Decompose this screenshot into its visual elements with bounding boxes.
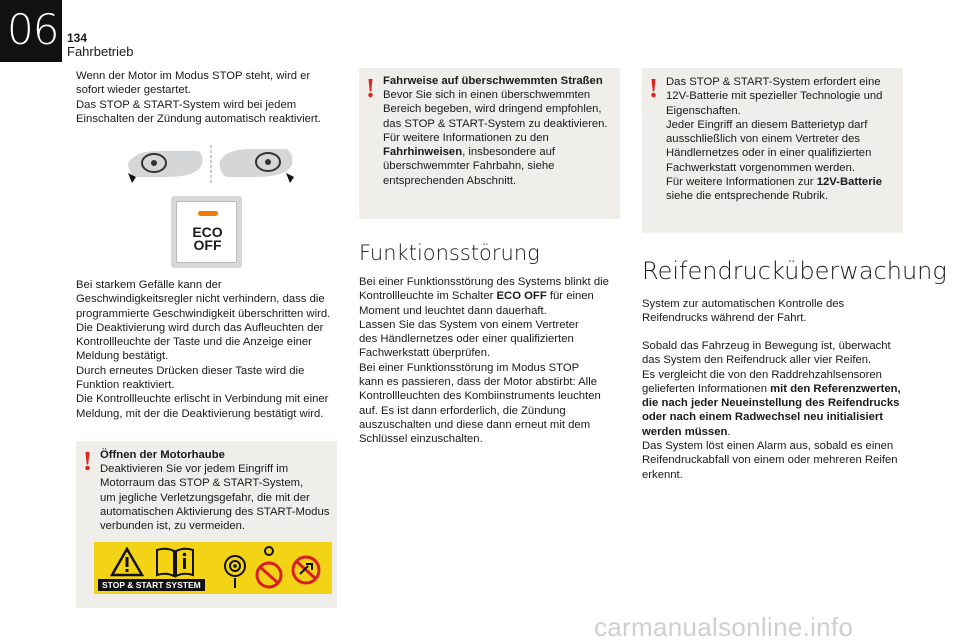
eco-label: ECO OFF bbox=[192, 224, 223, 253]
eco-off-description: Bei starkem Gefälle kann der Geschwindigkeitsregler nicht verhindern, dass die programmierte Geschwindigkeit überschritten wird. Die Deaktivierung wird durch das Aufleuchten der Kontrollleuchte der Taste und die Anzeige einer Meldung bestätigt. Durch erneutes Drücken dieser Taste wird die Funktion reaktiviert. Die Kontrollleuchte erlischt in Verbindung mit einer Meldung, mit der die Deaktivierung bestätigt wird. bbox=[76, 279, 331, 420]
warning-title-flooded: Fahrweise auf überschwemmten Straßen bbox=[383, 75, 603, 87]
dashboard-right bbox=[220, 149, 294, 183]
footer-watermark: carmanualsonline.info bbox=[594, 612, 854, 640]
intro-text: Wenn der Motor im Modus STOP steht, wird er sofort wieder gestartet. Das STOP & START-System wird bei jedem Einschalten der Zündung automatisch reaktiviert. bbox=[76, 70, 321, 125]
no-tools-icon bbox=[290, 554, 322, 586]
warning-icon: ! bbox=[649, 73, 658, 103]
steering-illustration bbox=[126, 143, 296, 185]
dashboard-left bbox=[128, 151, 203, 183]
warning-icon: ! bbox=[366, 73, 375, 103]
tyre-pressure-text: Sobald das Fahrzeug in Bewegung ist, überwacht das System den Reifendruck aller vier Reifen. Es vergleicht die von den Raddrehzahlsensoren gelieferten Informationen mit den Referenzwerten, die nach jeder Neueinstellung des Reifendrucks oder nach einem Radwechsel neu initialisiert werden müssen. Das System löst einen Alarm aus, sobald es einen Reifendruckabfall von einem oder mehreren Reifen erkennt. bbox=[642, 340, 901, 481]
manual-book-icon bbox=[154, 546, 196, 578]
warning-text-flooded: Bevor Sie sich in einen überschwemmten Bereich begeben, wird dringend empfohlen, das STOP & START-System zu deaktivieren. Für weitere Informationen zu den Fahrhinweisen, insbesondere auf überschwemmter Fahrbahn, siehe entsprechenden Abschnitt. bbox=[383, 89, 608, 187]
tyre-pressure-intro: System zur automatischen Kontrolle des Reifendrucks während der Fahrt. bbox=[642, 298, 845, 325]
page-number: 134 bbox=[67, 31, 88, 45]
heading-tyre-pressure: Reifendrucküberwachung bbox=[642, 257, 947, 285]
stop-start-system-label: STOP & START SYSTEM bbox=[98, 579, 205, 591]
warning-box-battery bbox=[642, 68, 903, 233]
malfunction-text: Bei einer Funktionsstörung des Systems blinkt die Kontrollleuchte im Schalter ECO OFF für einen Moment und leuchtet dann dauerhaft. Lassen Sie das System von einem Vertreter des Händlernetzes oder einer qualifizierten Fachwerkstatt überprüfen. Bei einer Funktionsstörung im Modus STOP kann es passieren, dass der Motor abstirbt: Alle Kontrollleuchten des Kombiinstruments leuchten auf. Es ist dann erforderlich, die Zündung auszuschalten und diese dann erneut mit dem Schlüssel einzuschalten. bbox=[359, 276, 609, 446]
warning-text-bonnet: Deaktivieren Sie vor jedem Eingriff im Motorraum das STOP & START-System, um jegliche Verletzungsgefahr, die mit der automatischen Aktivierung des START-Modus verbunden ist, zu vermeiden. bbox=[100, 463, 330, 533]
stop-start-warning-label bbox=[94, 542, 332, 594]
chapter-tab bbox=[0, 0, 62, 62]
eco-off-button-illustration bbox=[171, 196, 242, 268]
warning-title-bonnet: Öffnen der Motorhaube bbox=[100, 449, 225, 461]
warning-box-flooded-roads bbox=[359, 68, 620, 219]
chapter-number: 06 bbox=[7, 5, 59, 54]
eco-warning-led bbox=[198, 211, 218, 216]
warning-icon: ! bbox=[83, 446, 92, 476]
section-title: Fahrbetrieb bbox=[67, 44, 134, 59]
no-hands-icon bbox=[254, 545, 284, 591]
heading-malfunction: Funktionsstörung bbox=[359, 241, 540, 265]
warning-text-battery: Das STOP & START-System erfordert eine 12V-Batterie mit spezieller Technologie und Eigenschaften. Jeder Eingriff an diesem Batterietyp darf ausschließlich von einem Vertreter des Händlernetzes oder in einer qualifizierten Fachwerkstatt vorgenommen werden. Für weitere Informationen zur 12V-Batterie siehe die entsprechende Rubrik. bbox=[666, 76, 883, 203]
warning-triangle-icon bbox=[110, 547, 144, 577]
fan-icon bbox=[222, 546, 248, 590]
